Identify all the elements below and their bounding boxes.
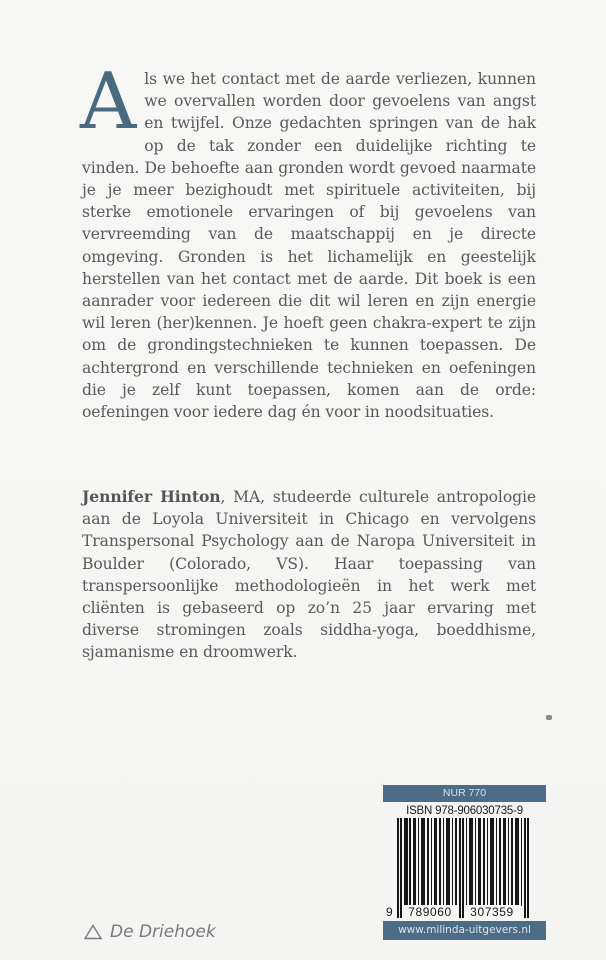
barcode-digit-group-2: 307359 — [464, 905, 520, 919]
author-bio-text: , MA, studeerde culturele antropologie aan de Loyola Universiteit in Chicago en vervolgens Transpersonal Psychology aan de Naropa Universiteit in Boulder (Colorado, VS). Haar toepassing van transpersoonlijke methodologieën in het werk met cliënten is gebaseerd op zo’n 25 jaar ervaring met diverse stromingen zoals siddha-yoga, boeddhisme, sjamanisme en droomwerk. — [82, 488, 536, 662]
isbn-label: ISBN 978-906030735-9 — [406, 805, 523, 817]
barcode-digits — [386, 905, 530, 919]
barcode-digit-lead: 9 — [386, 905, 393, 919]
barcode-digit-group-1: 789060 — [402, 905, 458, 919]
nur-label: NUR 770 — [383, 785, 546, 802]
barcode — [386, 818, 530, 919]
drop-cap: A — [80, 57, 137, 147]
publisher-logo — [84, 921, 216, 943]
blurb-paragraph — [80, 57, 536, 423]
publisher-url: www.milinda-uitgevers.nl — [383, 921, 546, 940]
barcode-bars-icon — [397, 818, 530, 918]
author-name: Jennifer Hinton — [82, 487, 221, 506]
barcode-block — [383, 785, 546, 940]
triangle-logo-icon — [84, 924, 102, 940]
print-speck — [546, 715, 552, 720]
author-bio — [82, 486, 536, 664]
publisher-name: De Driehoek — [110, 922, 216, 942]
blurb-text: ls we het contact met de aarde verliezen, kunnen we overvallen worden door gevoelens van angst en twijfel. Onze gedachten springen van de hak op de tak zonder een duidelijke richting te vinden. De behoefte aan gronden wordt gevoed naarmate je je meer bezighoudt met spirituele activiteiten, bij sterke emotionele ervaringen of bij gevoelens van vervreemding van de maatschappij en je directe omgeving. Gronden is het lichamelijk en geestelijk herstellen van het contact met de aarde. Dit boek is een aanrader voor iedereen die dit wil leren en zijn energie wil leren (her)kennen. Je hoeft geen chakra-expert te zijn om de grondingstechnieken te kunnen toepassen. De achtergrond en verschillende technieken en oefeningen die je zelf kunt toepassen, komen aan de orde: oefeningen voor iedere dag én voor in noodsituaties. — [82, 70, 536, 422]
